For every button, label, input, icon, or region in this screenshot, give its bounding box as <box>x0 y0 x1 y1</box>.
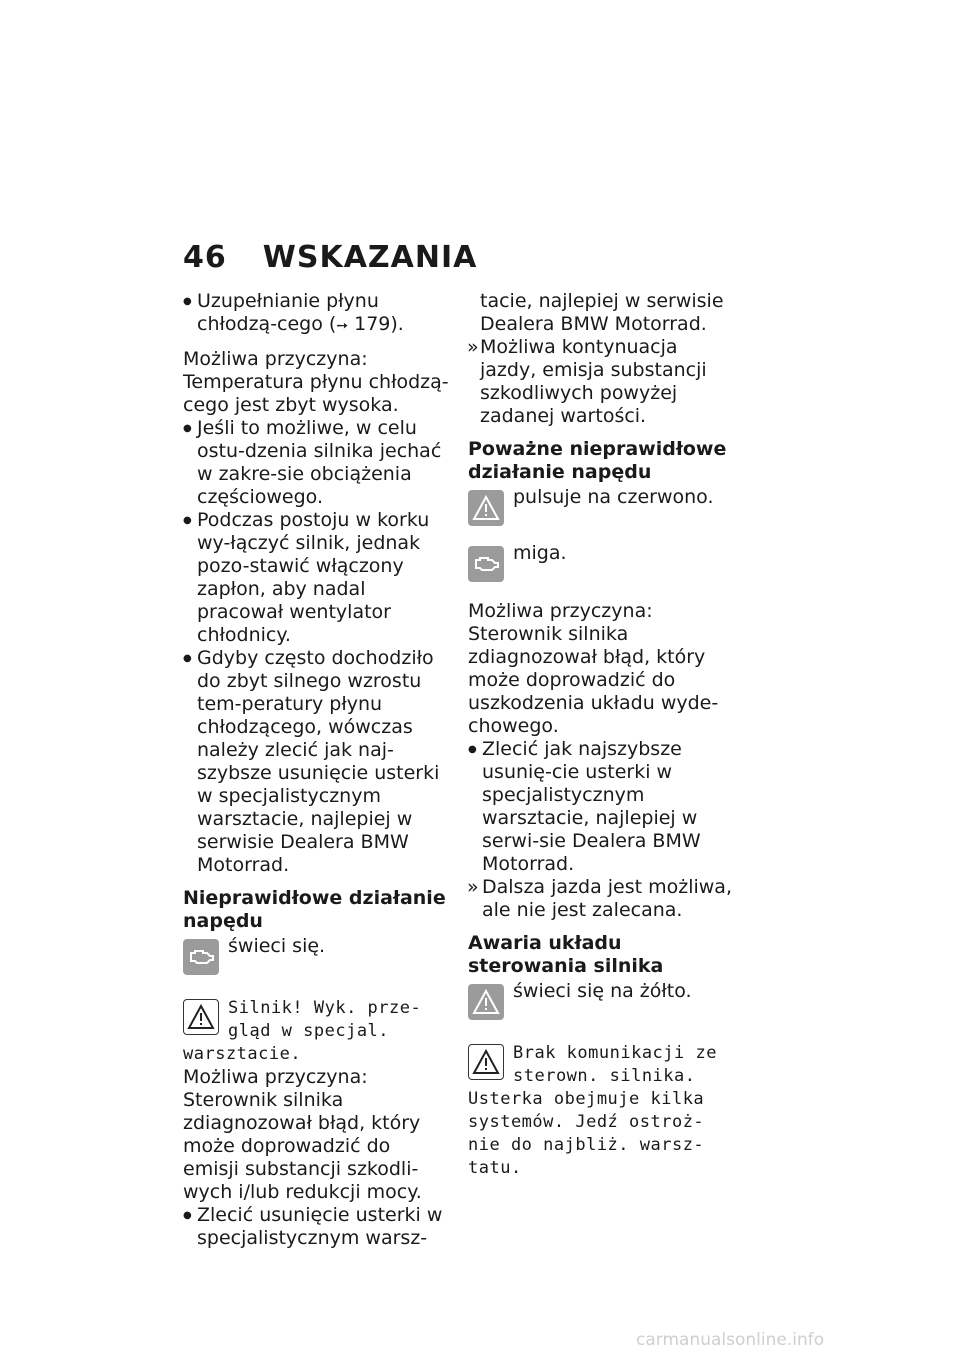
message-line: systemów. Jedź ostroż- <box>468 1112 705 1132</box>
message-line: sterown. silnika. <box>513 1066 696 1086</box>
right-column <box>468 290 738 1180</box>
section-heading: Poważne nieprawidłowe działanie napędu <box>468 438 727 483</box>
warning-triangle-icon <box>468 984 504 1020</box>
result-item: » Możliwa kontynuacja jazdy, emisja substancji szkodliwych powyżej zadanej wartości. <box>468 336 738 428</box>
message-line: nie do najbliż. warsz- <box>468 1135 705 1155</box>
cause-text: Temperatura płynu chłodzą-cego jest zbyt wysoka. <box>183 371 449 416</box>
section-heading: Nieprawidłowe działanie napędu <box>183 887 446 932</box>
indicator-row <box>468 980 738 1028</box>
indicator-row <box>468 542 738 590</box>
display-message <box>468 1042 738 1180</box>
cause-text: Sterownik silnika zdiagnozował błąd, który może doprowadzić do emisji substancji szkodli-wych i/lub redukcji mocy. <box>183 1089 422 1203</box>
message-line: Brak komunikacji ze <box>513 1043 717 1063</box>
indicator-row <box>183 935 449 983</box>
list-item: ● Podczas postoju w korku wy-łączyć silnik, jednak pozo-stawić włączony zapłon, aby nadal pracował wentylator chłodnicy. <box>183 509 449 647</box>
page-reference-icon: ➙ <box>336 318 349 334</box>
list-item: ● Gdyby często dochodziło do zbyt silnego wzrostu tem-peratury płynu chłodzącego, wówczas należy zlecić jak naj-szybsze usunięcie usterki w specjalistycznym warsztacie, najlepiej w serwisie Dealera BMW Motorrad. <box>183 647 449 877</box>
list-item: ● Zlecić usunięcie usterki w specjalistycznym warsz- <box>183 1204 449 1250</box>
message-line: gląd w specjal. <box>228 1021 390 1041</box>
message-line: warsztacie. <box>183 1044 302 1064</box>
cause-text: Sterownik silnika zdiagnozował błąd, który może doprowadzić do uszkodzenia układu wyde-chowego. <box>468 623 719 737</box>
message-line: Silnik! Wyk. prze- <box>228 998 422 1018</box>
list-item: ● Zlecić jak najszybsze usunię-cie usterki w specjalistycznym warsztacie, najlepiej w serwi-sie Dealera BMW Motorrad. <box>468 738 738 876</box>
page-header <box>183 240 477 275</box>
page-number: 46 <box>183 240 227 275</box>
indicator-text: świeci się na żółto. <box>513 980 692 1002</box>
list-item <box>183 290 449 338</box>
engine-warning-icon <box>468 546 504 582</box>
continued-text: tacie, najlepiej w serwisie Dealera BMW Motorrad. <box>480 290 724 335</box>
warning-triangle-icon <box>468 1044 504 1080</box>
bullet-text: Uzupełnianie płynu chłodzą-cego ( <box>197 290 379 335</box>
indicator-text: świeci się. <box>228 935 326 957</box>
left-column <box>183 290 449 1250</box>
indicator-text: miga. <box>513 542 567 564</box>
warning-triangle-icon <box>468 490 504 526</box>
message-line: tatu. <box>468 1158 522 1178</box>
cause-label: Możliwa przyczyna: <box>183 1066 368 1088</box>
display-message <box>183 997 449 1066</box>
page-title: WSKAZANIA <box>262 240 478 275</box>
engine-warning-icon <box>183 939 219 975</box>
indicator-row <box>468 486 738 534</box>
warning-triangle-icon <box>183 999 219 1035</box>
page-reference: 179). <box>354 313 404 335</box>
watermark: carmanualsonline.info <box>636 1330 825 1350</box>
result-item: » Dalsza jazda jest możliwa, ale nie jest zalecana. <box>468 876 738 922</box>
indicator-text: pulsuje na czerwono. <box>513 486 714 508</box>
list-item: ● Jeśli to możliwe, w celu ostu-dzenia silnika jechać w zakre-sie obciążenia częściowego. <box>183 417 449 509</box>
section-heading: Awaria układu sterowania silnika <box>468 932 664 977</box>
cause-label: Możliwa przyczyna: <box>468 600 653 622</box>
message-line: Usterka obejmuje kilka <box>468 1089 705 1109</box>
cause-label: Możliwa przyczyna: <box>183 348 368 370</box>
